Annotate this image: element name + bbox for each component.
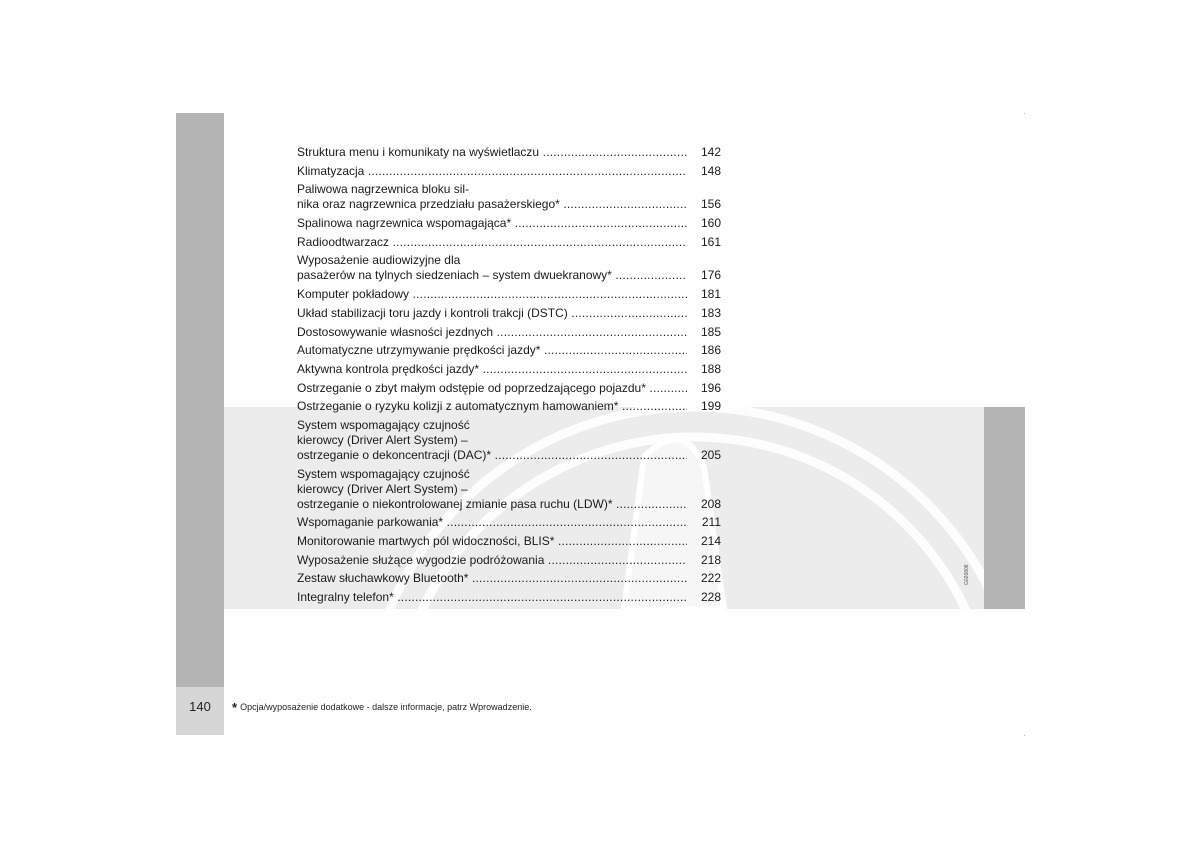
- toc-entry-title: [297, 362, 687, 377]
- toc-entry-page: 196: [700, 380, 721, 395]
- toc-entry-page: 142: [700, 145, 721, 159]
- toc-entry-title: [297, 418, 687, 463]
- toc-entry-page: 199: [700, 399, 721, 414]
- toc-entry-page: 156: [700, 197, 721, 212]
- toc-entry-line: Układ stabilizacji toru jazdy i kontroli trakcji (DSTC) .....: [297, 306, 687, 321]
- toc-entry-line: Wspomaganie parkowania* .....: [297, 515, 687, 530]
- toc-entry-page: 211: [701, 515, 721, 530]
- footnote-star: *: [232, 700, 238, 715]
- toc-entry-title: [297, 145, 687, 160]
- toc-entry-title: [297, 553, 687, 568]
- toc-entry-line: Radioodtwarzacz .....: [297, 235, 687, 250]
- toc-entry[interactable]: [297, 343, 721, 358]
- toc-entry-line: nika oraz nagrzewnica przedziału pasażerskiego* .....: [297, 197, 687, 212]
- toc-entry-line: Aktywna kontrola prędkości jazdy* .....: [297, 362, 687, 377]
- toc-entry-line: kierowcy (Driver Alert System) –: [297, 432, 468, 447]
- toc-entry[interactable]: [297, 534, 721, 549]
- toc-entry-line: Komputer pokładowy .....: [297, 287, 687, 302]
- toc-entry-page: 148: [700, 163, 721, 178]
- left-margin-bar: [176, 113, 224, 687]
- toc-entry-title: [297, 325, 687, 340]
- toc-entry-line: Spalinowa nagrzewnica wspomagająca* .....: [297, 216, 687, 231]
- toc-entry[interactable]: [297, 467, 721, 512]
- toc-entry[interactable]: [297, 253, 721, 283]
- toc-entry-title: [297, 381, 687, 396]
- toc-entry[interactable]: [297, 571, 721, 586]
- toc-entry[interactable]: [297, 287, 721, 302]
- footnote-text: Opcja/wyposażenie dodatkowe - dalsze informacje, patrz Wprowadzenie.: [240, 702, 532, 712]
- toc-entry-line: Integralny telefon* .....: [297, 590, 687, 605]
- toc-entry-line: Ostrzeganie o zbyt małym odstępie od poprzedzającego pojazdu* .....: [297, 381, 687, 396]
- toc-entry-page: 161: [700, 234, 721, 249]
- toc-entry-title: [297, 235, 687, 250]
- toc-entry[interactable]: [297, 182, 721, 212]
- toc-entry-page: 222: [700, 571, 721, 586]
- toc-entry-line: Paliwowa nagrzewnica bloku sil-: [297, 182, 470, 197]
- toc-entry-page: 208: [700, 496, 721, 511]
- toc-entry[interactable]: [297, 590, 721, 605]
- toc-entry[interactable]: [297, 381, 721, 396]
- toc-entry-line: ostrzeganie o dekoncentracji (DAC)* .....: [297, 448, 687, 463]
- page-number-box: [176, 687, 224, 735]
- toc-entry-title: [297, 343, 687, 358]
- toc-entry-title: [297, 216, 687, 231]
- toc-entry-title: [297, 182, 687, 212]
- toc-entry-line: kierowcy (Driver Alert System) –: [297, 481, 468, 496]
- toc-entry-title: [297, 253, 687, 283]
- toc-entry[interactable]: [297, 325, 721, 340]
- toc-entry-line: Dostosowywanie własności jezdnych .....: [297, 325, 687, 340]
- toc-entry-title: [297, 571, 687, 586]
- toc-entry-page: 181: [700, 287, 721, 302]
- toc-entry-line: Klimatyzacja .....: [297, 164, 687, 179]
- toc-entry-line: Struktura menu i komunikaty na wyświetlaczu .....: [297, 145, 687, 160]
- toc-entry-page: 176: [700, 268, 721, 283]
- right-section-tab: [984, 407, 1025, 609]
- toc-entry[interactable]: [297, 235, 721, 250]
- page-number: 140: [189, 699, 211, 714]
- toc-entry[interactable]: [297, 553, 721, 568]
- toc-entry[interactable]: [297, 216, 721, 231]
- toc-entry-page: 188: [700, 361, 721, 376]
- toc-entry-line: Zestaw słuchawkowy Bluetooth* .....: [297, 571, 687, 586]
- toc-entry-title: [297, 399, 687, 414]
- crop-mark: [1024, 113, 1025, 114]
- crop-mark: [1024, 735, 1025, 736]
- toc-entry-line: ostrzeganie o niekontrolowanej zmianie pasa ruchu (LDW)* .....: [297, 497, 687, 512]
- toc-entry[interactable]: [297, 362, 721, 377]
- toc-entry-page: 160: [700, 216, 721, 231]
- toc-entry[interactable]: [297, 164, 721, 179]
- toc-entry-title: [297, 164, 687, 179]
- toc-entry[interactable]: [297, 418, 721, 463]
- toc-entry-line: Wyposażenie służące wygodzie podróżowania .....: [297, 553, 687, 568]
- toc-entry-line: pasażerów na tylnych siedzeniach – system dwuekranowy* .....: [297, 268, 687, 283]
- toc-entry-title: [297, 515, 687, 530]
- toc-entry-page: 183: [700, 305, 721, 320]
- toc-entry-page: 214: [700, 534, 721, 548]
- toc-entry-line: System wspomagający czujność: [297, 417, 470, 432]
- toc-entry[interactable]: [297, 145, 721, 160]
- toc-entry[interactable]: [297, 515, 721, 530]
- toc-entry-page: 186: [700, 343, 721, 358]
- table-of-contents: [297, 145, 721, 609]
- toc-entry-line: Ostrzeganie o ryzyku kolizji z automatycznym hamowaniem* .....: [297, 399, 687, 414]
- toc-entry-line: Wyposażenie audiowizyjne dla: [297, 253, 461, 268]
- toc-entry-page: 218: [700, 552, 721, 567]
- image-code: G026808: [964, 564, 970, 585]
- toc-entry-page: 185: [700, 324, 721, 339]
- toc-entry[interactable]: [297, 399, 721, 414]
- toc-entry-title: [297, 306, 687, 321]
- toc-entry-title: [297, 534, 687, 549]
- footnote: [232, 700, 532, 715]
- toc-entry-title: [297, 287, 687, 302]
- toc-entry-title: [297, 467, 687, 512]
- toc-entry-title: [297, 590, 687, 605]
- toc-entry-page: 205: [700, 447, 721, 462]
- toc-entry-line: Monitorowanie martwych pól widoczności, BLIS* .....: [297, 534, 687, 549]
- toc-entry-page: 228: [700, 590, 721, 605]
- toc-entry[interactable]: [297, 306, 721, 321]
- toc-entry-line: System wspomagający czujność: [297, 466, 470, 481]
- toc-entry-line: Automatyczne utrzymywanie prędkości jazdy* .....: [297, 343, 687, 358]
